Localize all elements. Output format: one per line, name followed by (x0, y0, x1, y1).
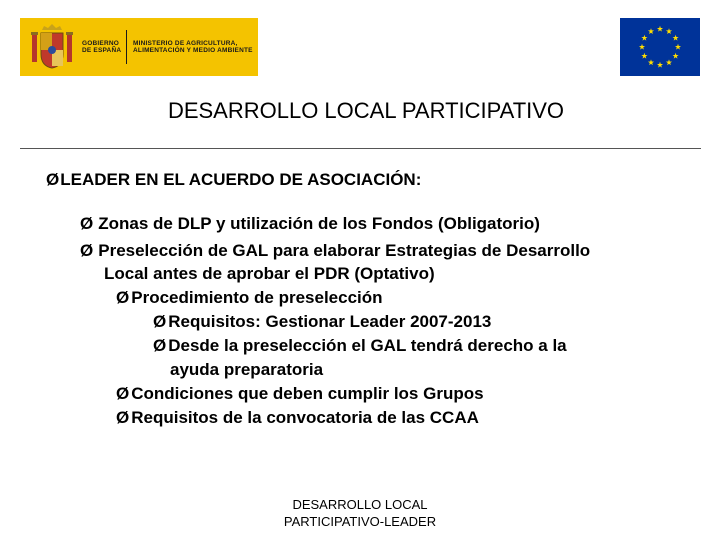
list-item-text: Requisitos de la convocatoria de las CCAA (131, 408, 479, 427)
bullet-arrow-icon: Ø (80, 214, 94, 233)
list-item-text: Condiciones que deben cumplir los Grupos (131, 384, 484, 403)
page-title: DESARROLLO LOCAL PARTICIPATIVO (167, 98, 565, 123)
list-item (116, 408, 479, 428)
bullet-arrow-icon: Ø (116, 288, 130, 307)
list-item (80, 241, 590, 261)
bullet-arrow-icon: Ø (80, 241, 94, 260)
title-divider (20, 148, 701, 149)
logo-divider (126, 30, 127, 64)
bullet-arrow-icon: Ø (153, 336, 167, 355)
list-item-text: Preselección de GAL para elaborar Estrategias de Desarrollo (98, 241, 591, 260)
heading-text: LEADER EN EL ACUERDO DE ASOCIACIÓN: (60, 170, 422, 189)
list-item-text: Zonas de DLP y utilización de los Fondos (Obligatorio) (98, 214, 540, 233)
bullet-arrow-icon: Ø (116, 408, 130, 427)
list-item-continuation (104, 264, 435, 284)
footer-line-1: DESARROLLO LOCAL (292, 497, 428, 512)
ministry-name: MINISTERIO DE AGRICULTURA, ALIMENTACIÓN Y MEDIO AMBIENTE (133, 39, 253, 54)
bullet-arrow-icon: Ø (46, 170, 60, 189)
list-item (80, 214, 540, 234)
section-heading (46, 170, 421, 190)
footer-line-2: PARTICIPATIVO-LEADER (283, 514, 437, 529)
list-item-text: Procedimiento de preselección (131, 288, 383, 307)
list-item-text: ayuda preparatoria (170, 360, 324, 379)
spain-coat-of-arms-icon (28, 24, 76, 70)
bullet-arrow-icon: Ø (116, 384, 130, 403)
gov-name: GOBIERNO DE ESPAÑA (82, 39, 122, 54)
eu-flag-icon (620, 18, 700, 76)
list-item-continuation (170, 360, 323, 380)
list-item-text: Local antes de aprobar el PDR (Optativo) (104, 264, 435, 283)
list-item-text: Desde la preselección el GAL tendrá derecho a la (168, 336, 567, 355)
list-item (116, 288, 383, 308)
list-item-text: Requisitos: Gestionar Leader 2007-2013 (168, 312, 492, 331)
list-item (153, 312, 491, 332)
slide-footer (240, 496, 480, 530)
gobierno-espana-logo (20, 18, 258, 76)
list-item (116, 384, 484, 404)
bullet-arrow-icon: Ø (153, 312, 167, 331)
list-item (153, 336, 567, 356)
